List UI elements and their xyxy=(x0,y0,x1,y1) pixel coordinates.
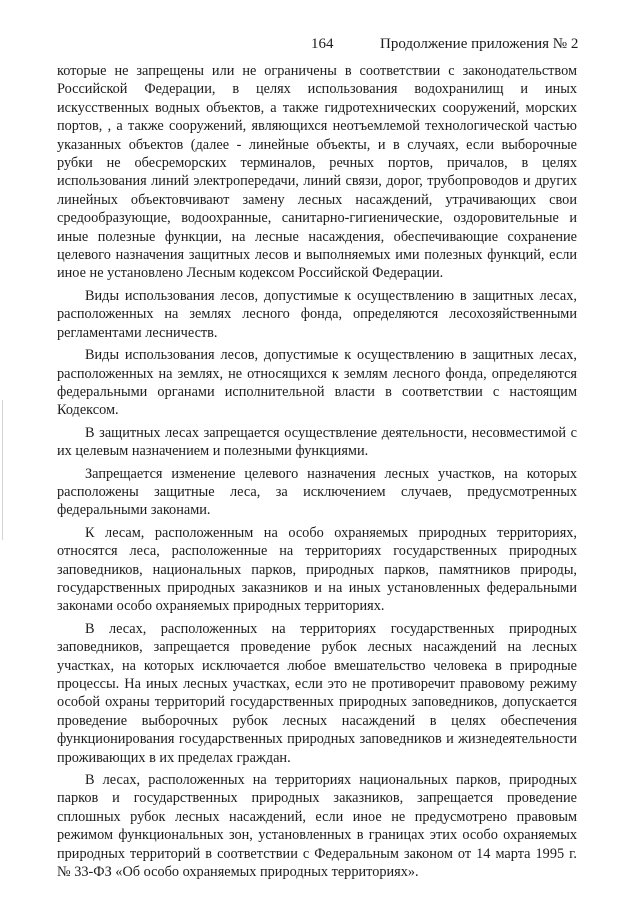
paragraph-non-forest-land-use: Виды использования лесов, допустимые к осуществлению в защитных лесах, расположенных на землях, не относящихся к землям лесного фонда, определяются федеральными органами исполнительной власти в соответствии с настоящим Кодексом. xyxy=(57,347,577,419)
paragraph-protected-territories: К лесам, расположенным на особо охраняемых природных территориях, относятся леса, расположенные на территориях государственных природных заповедников, национальных парков, природных парков, памятников природы, государственных природных заказников и на иных установленных федеральными законами особо охраняемых природных территориях. xyxy=(57,524,577,615)
header-title: Продолжение приложения № 2 xyxy=(380,36,579,52)
page-number: 164 xyxy=(311,36,334,52)
scan-margin-line xyxy=(2,400,3,540)
paragraph-purpose-change: Запрещается изменение целевого назначения лесных участков, на которых расположены защитные леса, за исключением случаев, предусмотренных федеральными законами. xyxy=(57,465,577,519)
paragraph-national-parks: В лесах, расположенных на территориях национальных парков, природных парков и государственных природных заказников, запрещается проведение сплошных рубок лесных насаждений, если иное не предусмотрено правовым режимом функциональных зон, установленных в границах этих особо охраняемых природных территорий в соответствии с Федеральным законом от 14 марта 1995 г. № 33-ФЗ «Об особо охраняемых природных территориях». xyxy=(57,772,577,881)
paragraph-prohibited-activity: В защитных лесах запрещается осуществление деятельности, несовместимой с их целевым назначением и полезными функциями. xyxy=(57,424,577,460)
page-header xyxy=(0,36,640,56)
document-body xyxy=(57,62,577,885)
paragraph-nature-reserves: В лесах, расположенных на территориях государственных природных заповедников, запрещается проведение рубок лесных насаждений на лесных участках, на которых исключается любое вмешательство человека в природные процессы. На иных лесных участках, если это не противоречит правовому режиму особой охраны территорий государственных природных заповедников, допускается проведение выборочных рубок лесных насаждений в целях обеспечения функционирования государственных природных заповедников и жизнедеятельности проживающих в их пределах граждан. xyxy=(57,620,577,766)
paragraph-forest-fund-use: Виды использования лесов, допустимые к осуществлению в защитных лесах, расположенных на землях лесного фонда, определяются лесохозяйственными регламентами лесничеств. xyxy=(57,287,577,341)
paragraph-continuation: которые не запрещены или не ограничены в соответствии с законодательством Российской Федерации, в целях использования водохранилищ и иных искусственных водных объектов, а также гидротехнических сооружений, морских портов, , а также сооружений, являющихся неотъемлемой технологической частью указанных объектов (далее - линейные объекты, и в случаях, если выборочные рубки не обесреморских терминалов, речных портов, причалов, в целях использования линий электропередачи, линий связи, дорог, трубопроводов и других линейных объектовчивают замену лесных насаждений, утрачивающих свои средообразующие, водоохранные, санитарно-гигиенические, оздоровительные и иные полезные функции, на лесные насаждения, обеспечивающие сохранение целевого назначения защитных лесов и выполняемых ими полезных функций, если иное не установлено Лесным кодексом Российской Федерации. xyxy=(57,63,577,282)
